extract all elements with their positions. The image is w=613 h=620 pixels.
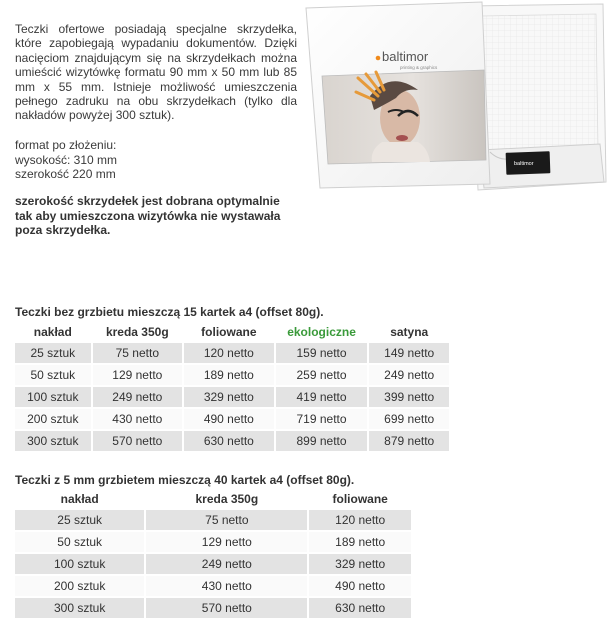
table-row — [15, 510, 411, 532]
table-row — [15, 576, 411, 598]
table-cell: 249 netto — [93, 387, 182, 409]
table-row — [15, 532, 411, 554]
table-row — [15, 431, 449, 453]
table-cell: 129 netto — [93, 365, 182, 387]
folder-product-image — [300, 0, 613, 195]
table1-title: Teczki bez grzbietu mieszczą 15 kartek a4 (offset 80g). — [15, 305, 324, 319]
table-cell: 149 netto — [369, 343, 449, 365]
table-cell: 879 netto — [369, 431, 449, 453]
table-cell: 50 sztuk — [15, 365, 91, 387]
table-row — [15, 387, 449, 409]
table-cell: 200 sztuk — [15, 576, 144, 598]
table-cell: 490 netto — [309, 576, 411, 598]
table-cell: 100 sztuk — [15, 554, 144, 576]
table-cell: 249 netto — [369, 365, 449, 387]
table-cell: 399 netto — [369, 387, 449, 409]
col-header-naklad: nakład — [33, 325, 72, 339]
col-header-satyna: satyna — [390, 325, 429, 339]
table-cell: 259 netto — [276, 365, 368, 387]
col-header-kreda: kreda 350g — [195, 492, 259, 506]
format-heading: format po złożeniu: — [15, 138, 117, 152]
table-cell: 200 sztuk — [15, 409, 91, 431]
format-info — [15, 138, 117, 182]
card-brand-text: baltimor — [514, 161, 534, 167]
brand-logo-text: baltimor — [382, 49, 429, 64]
table-cell: 75 netto — [93, 343, 182, 365]
table-cell: 120 netto — [184, 343, 274, 365]
table-cell: 419 netto — [276, 387, 368, 409]
logo-dot-icon — [376, 56, 381, 61]
table-cell: 430 netto — [146, 576, 307, 598]
table-cell: 329 netto — [309, 554, 411, 576]
price-table-no-spine — [13, 321, 451, 453]
table-cell: 189 netto — [309, 532, 411, 554]
table-cell: 249 netto — [146, 554, 307, 576]
table-row — [15, 554, 411, 576]
table-cell: 630 netto — [184, 431, 274, 453]
table-row — [15, 409, 449, 431]
table-cell: 129 netto — [146, 532, 307, 554]
table-cell: 719 netto — [276, 409, 368, 431]
table-cell: 329 netto — [184, 387, 274, 409]
table-cell: 699 netto — [369, 409, 449, 431]
table-row — [15, 598, 411, 620]
col-header-ekologiczne: ekologiczne — [287, 325, 356, 339]
table2-title: Teczki z 5 mm grzbietem mieszczą 40 kartek a4 (offset 80g). — [15, 473, 355, 487]
table-cell: 50 sztuk — [15, 532, 144, 554]
brand-tagline: printing & graphics — [400, 65, 438, 70]
table-cell: 300 sztuk — [15, 431, 91, 453]
format-width: szerokość 220 mm — [15, 167, 116, 181]
table-cell: 490 netto — [184, 409, 274, 431]
col-header-naklad: nakład — [60, 492, 99, 506]
table-cell: 899 netto — [276, 431, 368, 453]
table-cell: 630 netto — [309, 598, 411, 620]
table-row — [15, 365, 449, 387]
intro-text: Teczki ofertowe posiadają specjalne skrzydełka, które zapobiegają wypadaniu dokumentów. Dzięki nacięciom znajdującym się na skrzydełkach można umieścić wizytówkę formatu 90 mm x 50 mm lub 85 mm x 55 mm. Istnieje możliwość umieszczenia pełnego zadruku na obu skrzydełkach (tylko dla nakładów powyżej 300 sztuk). — [15, 22, 297, 123]
table-cell: 25 sztuk — [15, 343, 91, 365]
flap-note: szerokość skrzydełek jest dobrana optymalnie tak aby umieszczona wizytówka nie wystawała poza skrzydełka. — [15, 194, 281, 237]
format-height: wysokość: 310 mm — [15, 152, 118, 167]
col-header-foliowane: foliowane — [201, 325, 257, 339]
table-cell: 300 sztuk — [15, 598, 144, 620]
table-cell: 100 sztuk — [15, 387, 91, 409]
table-cell: 159 netto — [276, 343, 368, 365]
table-header-row — [15, 488, 411, 510]
col-header-foliowane: foliowane — [332, 492, 388, 506]
table-cell: 570 netto — [146, 598, 307, 620]
table-cell: 120 netto — [309, 510, 411, 532]
table-header-row — [15, 321, 449, 343]
price-table-5mm-spine — [13, 488, 413, 620]
table-cell: 189 netto — [184, 365, 274, 387]
table-cell: 430 netto — [93, 409, 182, 431]
table-cell: 570 netto — [93, 431, 182, 453]
col-header-kreda: kreda 350g — [105, 325, 169, 339]
table-cell: 25 sztuk — [15, 510, 144, 532]
table-row — [15, 343, 449, 365]
table-cell: 75 netto — [146, 510, 307, 532]
